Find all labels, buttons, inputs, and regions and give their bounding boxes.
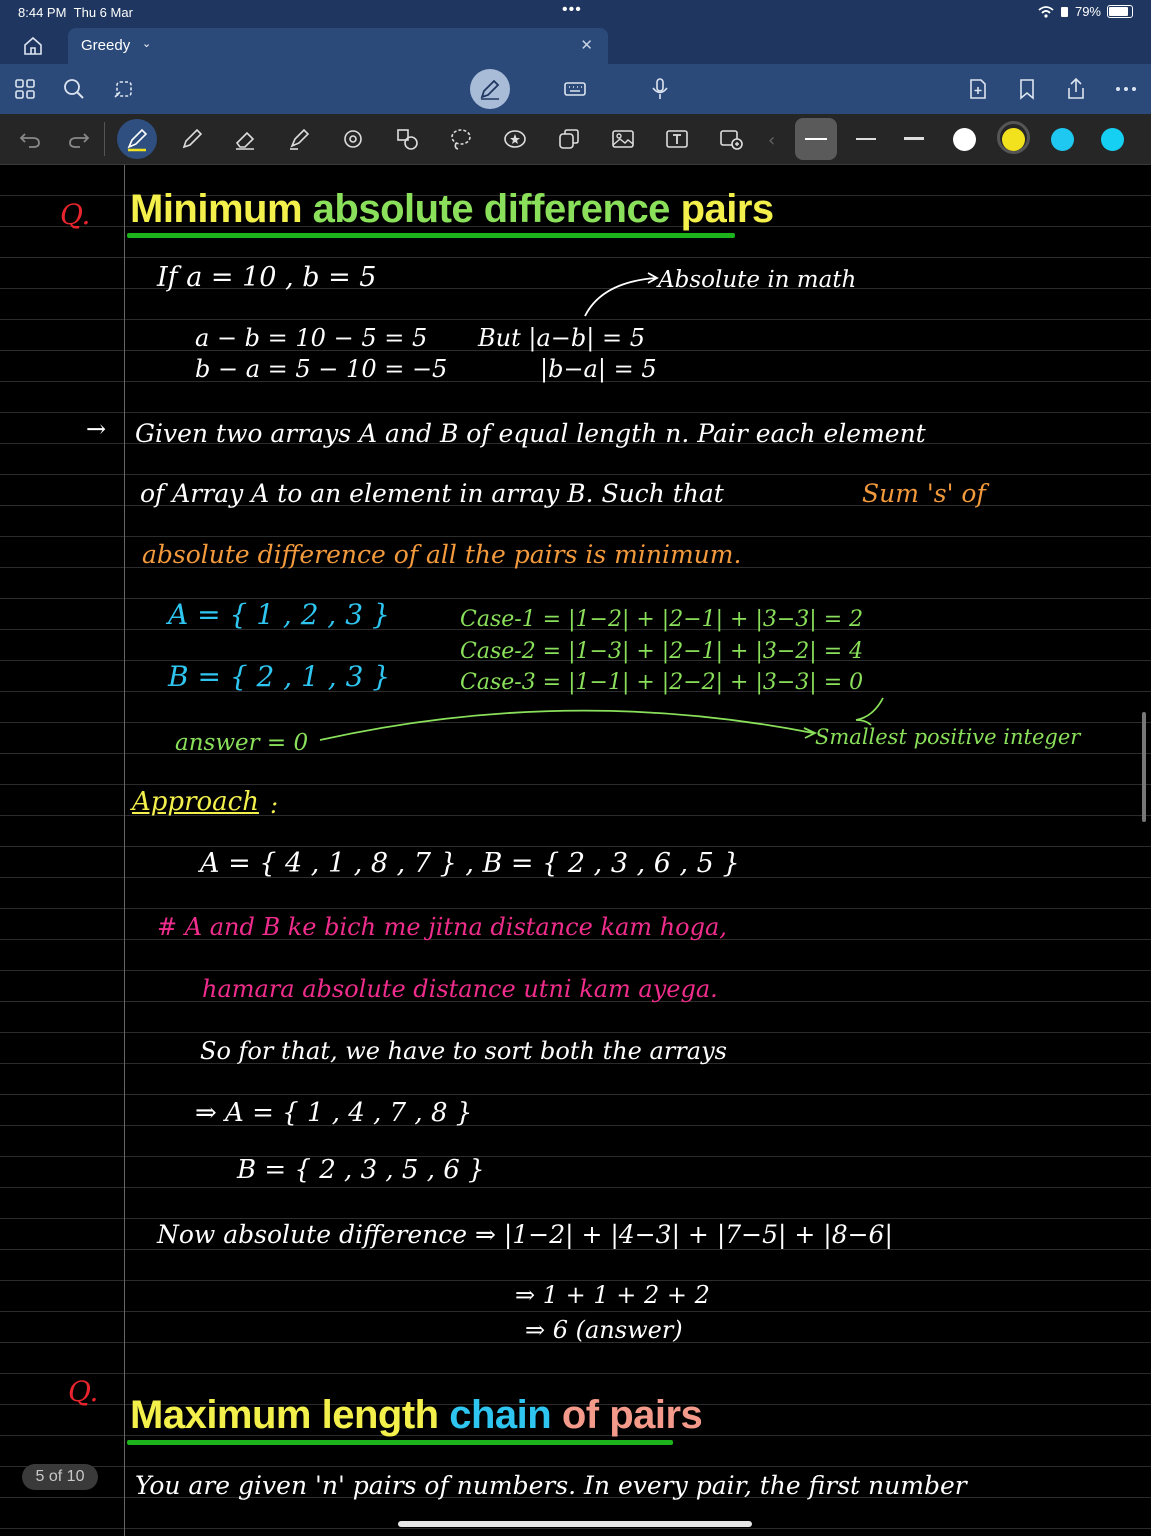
stroke-thick-button[interactable] [904,137,924,140]
abs-a-minus-b: But |a−b| = 5 [478,324,645,352]
chevron-down-icon[interactable]: ⌄ [142,38,152,50]
stroke-thin-line [805,138,827,140]
text-tool-icon[interactable] [664,126,690,152]
add-page-icon[interactable] [966,77,990,101]
page-indicator: 5 of 10 [22,1464,98,1490]
case-3: Case-3 = |1−1| + |2−2| + |3−3| = 0 [460,670,864,695]
absolute-arrow [580,268,660,318]
color-swatch-white[interactable] [953,128,976,151]
q1-title: Minimum absolute difference pairs [130,187,774,231]
share-icon[interactable] [1064,77,1088,101]
calc-a-minus-b: a − b = 10 − 5 = 5 [195,324,428,352]
shapes-tool-icon[interactable] [340,126,366,152]
battery-icon [1107,5,1133,18]
lasso-share-icon[interactable] [112,77,136,101]
orientation-lock-icon [1060,6,1069,18]
more-options-icon[interactable] [1114,77,1138,101]
q2-title: Maximum length chain of pairs [130,1393,703,1437]
status-time: 8:44 PM Thu 6 Mar [18,5,133,20]
q1-marker: Q. [60,198,91,231]
scrollbar-thumb[interactable] [1142,712,1146,822]
drawing-tools-bar [0,114,1151,165]
keyboard-icon[interactable] [563,77,587,101]
grid-view-icon[interactable] [13,77,37,101]
eraser-icon[interactable] [232,126,258,152]
case-2: Case-2 = |1−3| + |2−1| + |3−2| = 4 [460,639,864,664]
lasso-icon[interactable] [448,126,474,152]
home-icon[interactable] [22,35,44,57]
approach-label: Approach [132,787,259,817]
pen-icon [478,77,502,101]
color-swatch-cyan[interactable] [1051,128,1074,151]
battery-percent: 79% [1074,4,1101,19]
tab-greedy[interactable] [68,28,608,64]
home-indicator[interactable] [398,1521,752,1527]
given-line-1: Given two arrays A and B of equal length n. Pair each element [135,419,926,448]
redo-icon[interactable] [66,126,92,152]
given-line-2a: of Array A to an element in array B. Such that [140,479,724,508]
absolute-label: Absolute in math [658,267,857,293]
camera-image-icon[interactable] [718,126,744,152]
shape-elements-icon[interactable] [394,126,420,152]
q1-underline [127,233,735,238]
given-line-2b: Sum 's' of [862,479,986,508]
fountain-pen-icon [124,126,150,152]
tab-title: Greedy [81,37,131,54]
sum-line: ⇒ 1 + 1 + 2 + 2 [515,1281,710,1309]
line-if: If a = 10 , b = 5 [157,262,377,293]
undo-icon[interactable] [17,126,43,152]
toolbar-divider [104,122,105,156]
abs-b-minus-a: |b−a| = 5 [540,355,657,383]
margin-line [124,165,125,1536]
example-sets: A = { 4 , 1 , 8 , 7 } , B = { 2 , 3 , 6 , 5 } [200,848,740,879]
tab-bar [0,27,1151,64]
status-bar [0,0,1151,27]
notebook-page[interactable] [0,165,1151,1536]
result-line: ⇒ 6 (answer) [525,1316,683,1344]
stickers-icon[interactable] [502,126,528,152]
abs-difference-line: Now absolute difference ⇒ |1−2| + |4−3| + |7−5| + |8−6| [157,1220,893,1249]
sorted-a: ⇒ A = { 1 , 4 , 7 , 8 } [195,1098,473,1128]
pen-mode-button[interactable] [470,69,510,109]
answer-zero: answer = 0 [175,730,309,756]
calc-b-minus-a: b − a = 5 − 10 = −5 [195,355,448,383]
hint-line-1: # A and B ke bich me jitna distance kam hoga, [157,913,727,941]
multitasking-dots-icon[interactable]: ••• [562,1,582,18]
approach-colon: : [270,791,279,819]
highlighter-icon[interactable] [286,126,312,152]
bookmark-icon[interactable] [1015,77,1039,101]
q2-marker: Q. [68,1375,99,1408]
q2-text: You are given 'n' pairs of numbers. In every pair, the first number [135,1471,967,1500]
close-icon[interactable]: ✕ [580,37,593,54]
search-icon[interactable] [62,77,86,101]
collapse-chevron-icon[interactable]: ‹ [768,130,776,151]
given-line-3: absolute difference of all the pairs is minimum. [142,540,742,569]
set-a: A = { 1 , 2 , 3 } [168,598,390,631]
selected-color-ring [997,121,1030,154]
pencil-icon[interactable] [179,126,205,152]
microphone-icon[interactable] [648,77,672,101]
stroke-medium-button[interactable] [856,138,876,140]
hint-line-2: hamara absolute distance utni kam ayega. [202,975,718,1003]
case-1: Case-1 = |1−2| + |2−1| + |3−3| = 2 [460,607,864,632]
set-b: B = { 2 , 1 , 3 } [168,660,391,693]
smallest-positive-label: Smallest positive integer [815,725,1081,749]
sorted-b: B = { 2 , 3 , 5 , 6 } [237,1155,485,1185]
pen-tool-button[interactable] [117,119,157,159]
image-icon[interactable] [610,126,636,152]
sort-line: So for that, we have to sort both the arrays [200,1037,727,1065]
color-swatch-light-blue[interactable] [1101,128,1124,151]
q2-underline [127,1440,673,1445]
status-right [1038,4,1133,19]
wifi-icon [1038,6,1054,18]
elements-icon[interactable] [556,126,582,152]
given-arrow: → [86,415,107,443]
top-toolbar [0,64,1151,114]
